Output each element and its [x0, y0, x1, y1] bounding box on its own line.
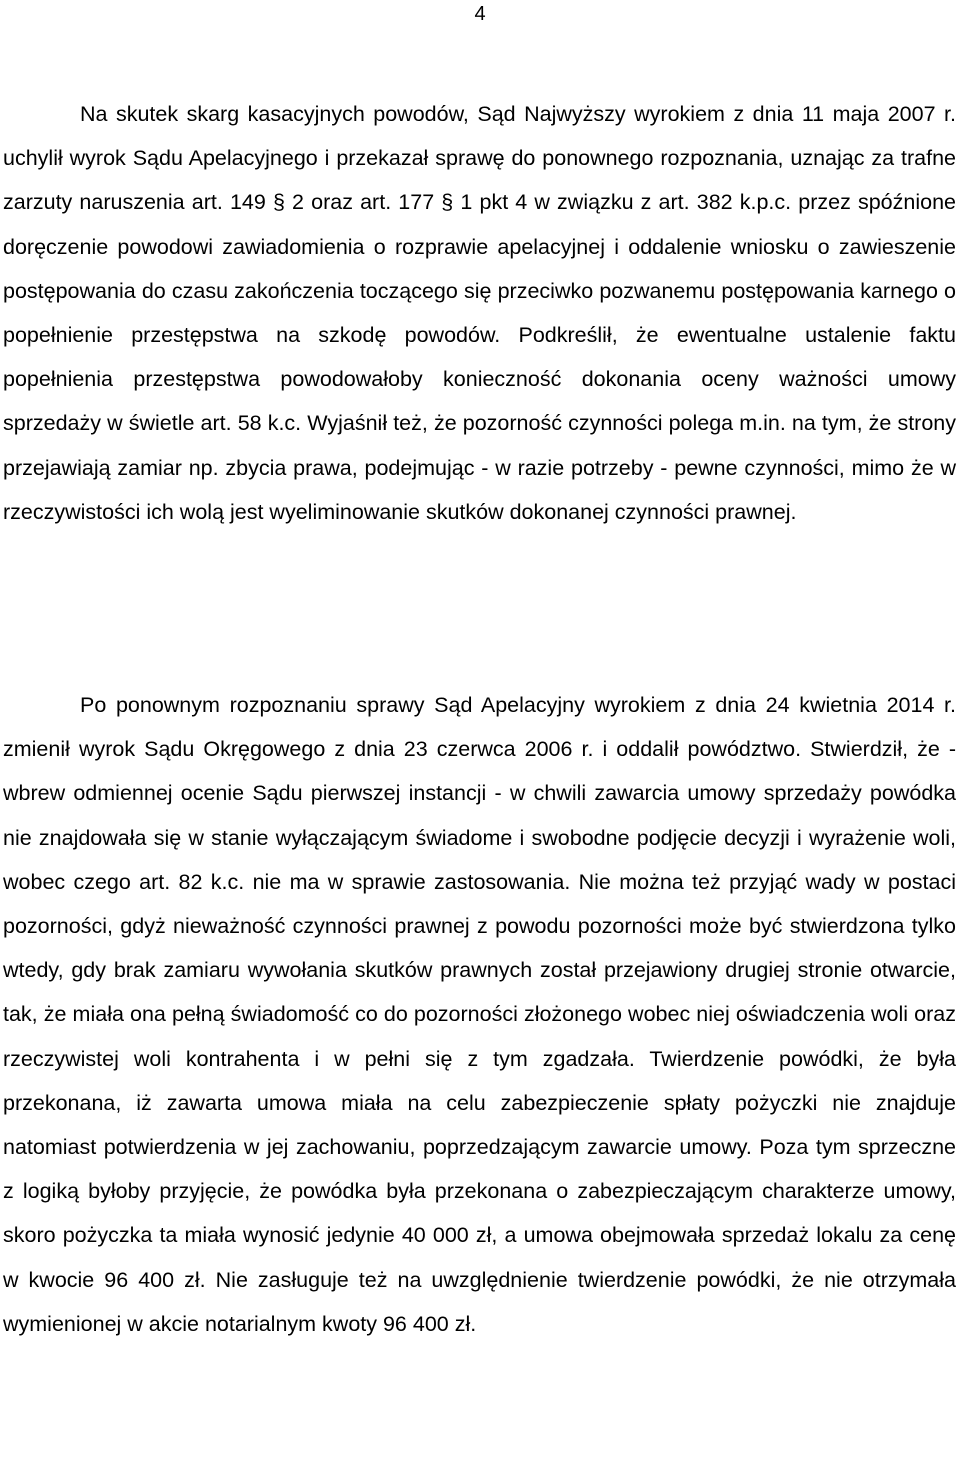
paragraph-text: Na skutek skarg kasacyjnych powodów, Sąd Najwyższy wyrokiem z dnia 11 maja 2007 r. uchylił wyrok Sądu Apelacyjnego i przekazał sprawę do ponownego rozpoznania, uznając za trafne zarzuty naruszenia art. 149 § 2 oraz art. 177 § 1 pkt 4 w związku z art. 382 k.p.c. przez spóźnione doręczenie powodowi zawiadomienia o rozprawie apelacyjnej i oddalenie wniosku o zawieszenie postępowania do czasu zakończenia toczącego się przeciwko pozwanemu postępowania karnego o popełnienie przestępstwa na szkodę powodów. Podkreślił, że ewentualne ustalenie faktu popełnienia przestępstwa powodowałoby konieczność dokonania oceny ważności umowy sprzedaży w świetle art. 58 k.c. Wyjaśnił też, że pozorność czynności polega m.in. na tym, że strony przejawiają zamiar np. zbycia prawa, podejmując - w razie potrzeby - pewne czynności, mimo że w rzeczywistości ich wolą jest wyeliminowanie skutków dokonanej czynności prawnej.	[3, 102, 956, 524]
paragraph-text: Po ponownym rozpoznaniu sprawy Sąd Apelacyjny wyrokiem z dnia 24 kwietnia 2014 r. zmienił wyrok Sądu Okręgowego z dnia 23 czerwca 2006 r. i oddalił powództwo. Stwierdził, że - wbrew odmiennej ocenie Sądu pierwszej instancji - w chwili zawarcia umowy sprzedaży powódka nie znajdowała się w stanie wyłączającym świadome i swobodne podjęcie decyzji i wyrażenie woli, wobec czego art. 82 k.c. nie ma w sprawie zastosowania. Nie można też przyjąć wady w postaci pozorności, gdyż nieważność czynności prawnej z powodu pozorności może być stwierdzona tylko wtedy, gdy brak zamiaru wywołania skutków prawnych został przejawiony drugiej stronie otwarcie, tak, że miała ona pełną świadomość co do pozorności złożonego wobec niej oświadczenia woli oraz rzeczywistej woli kontrahenta i w pełni się z tym zgadzała. Twierdzenie powódki, że była przekonana, iż zawarta umowa miała na celu zabezpieczenie spłaty pożyczki nie znajduje natomiast potwierdzenia w jej zachowaniu, poprzedzającym zawarcie umowy. Poza tym sprzeczne z logiką byłoby przyjęcie, że powódka była przekonana o zabezpieczającym charakterze umowy, skoro pożyczka ta miała wynosić jedynie 40 000 zł, a umowa obejmowała sprzedaż lokalu za cenę w kwocie 96 400 zł. Nie zasługuje też na uwzględnienie twierdzenie powódki, że nie otrzymała wymienionej w akcie notarialnym kwoty 96 400 zł.	[3, 693, 956, 1336]
page-number: 4	[474, 3, 486, 25]
paragraph-supreme-court-ruling	[3, 92, 956, 534]
paragraph-appeal-court-ruling	[3, 683, 956, 1346]
